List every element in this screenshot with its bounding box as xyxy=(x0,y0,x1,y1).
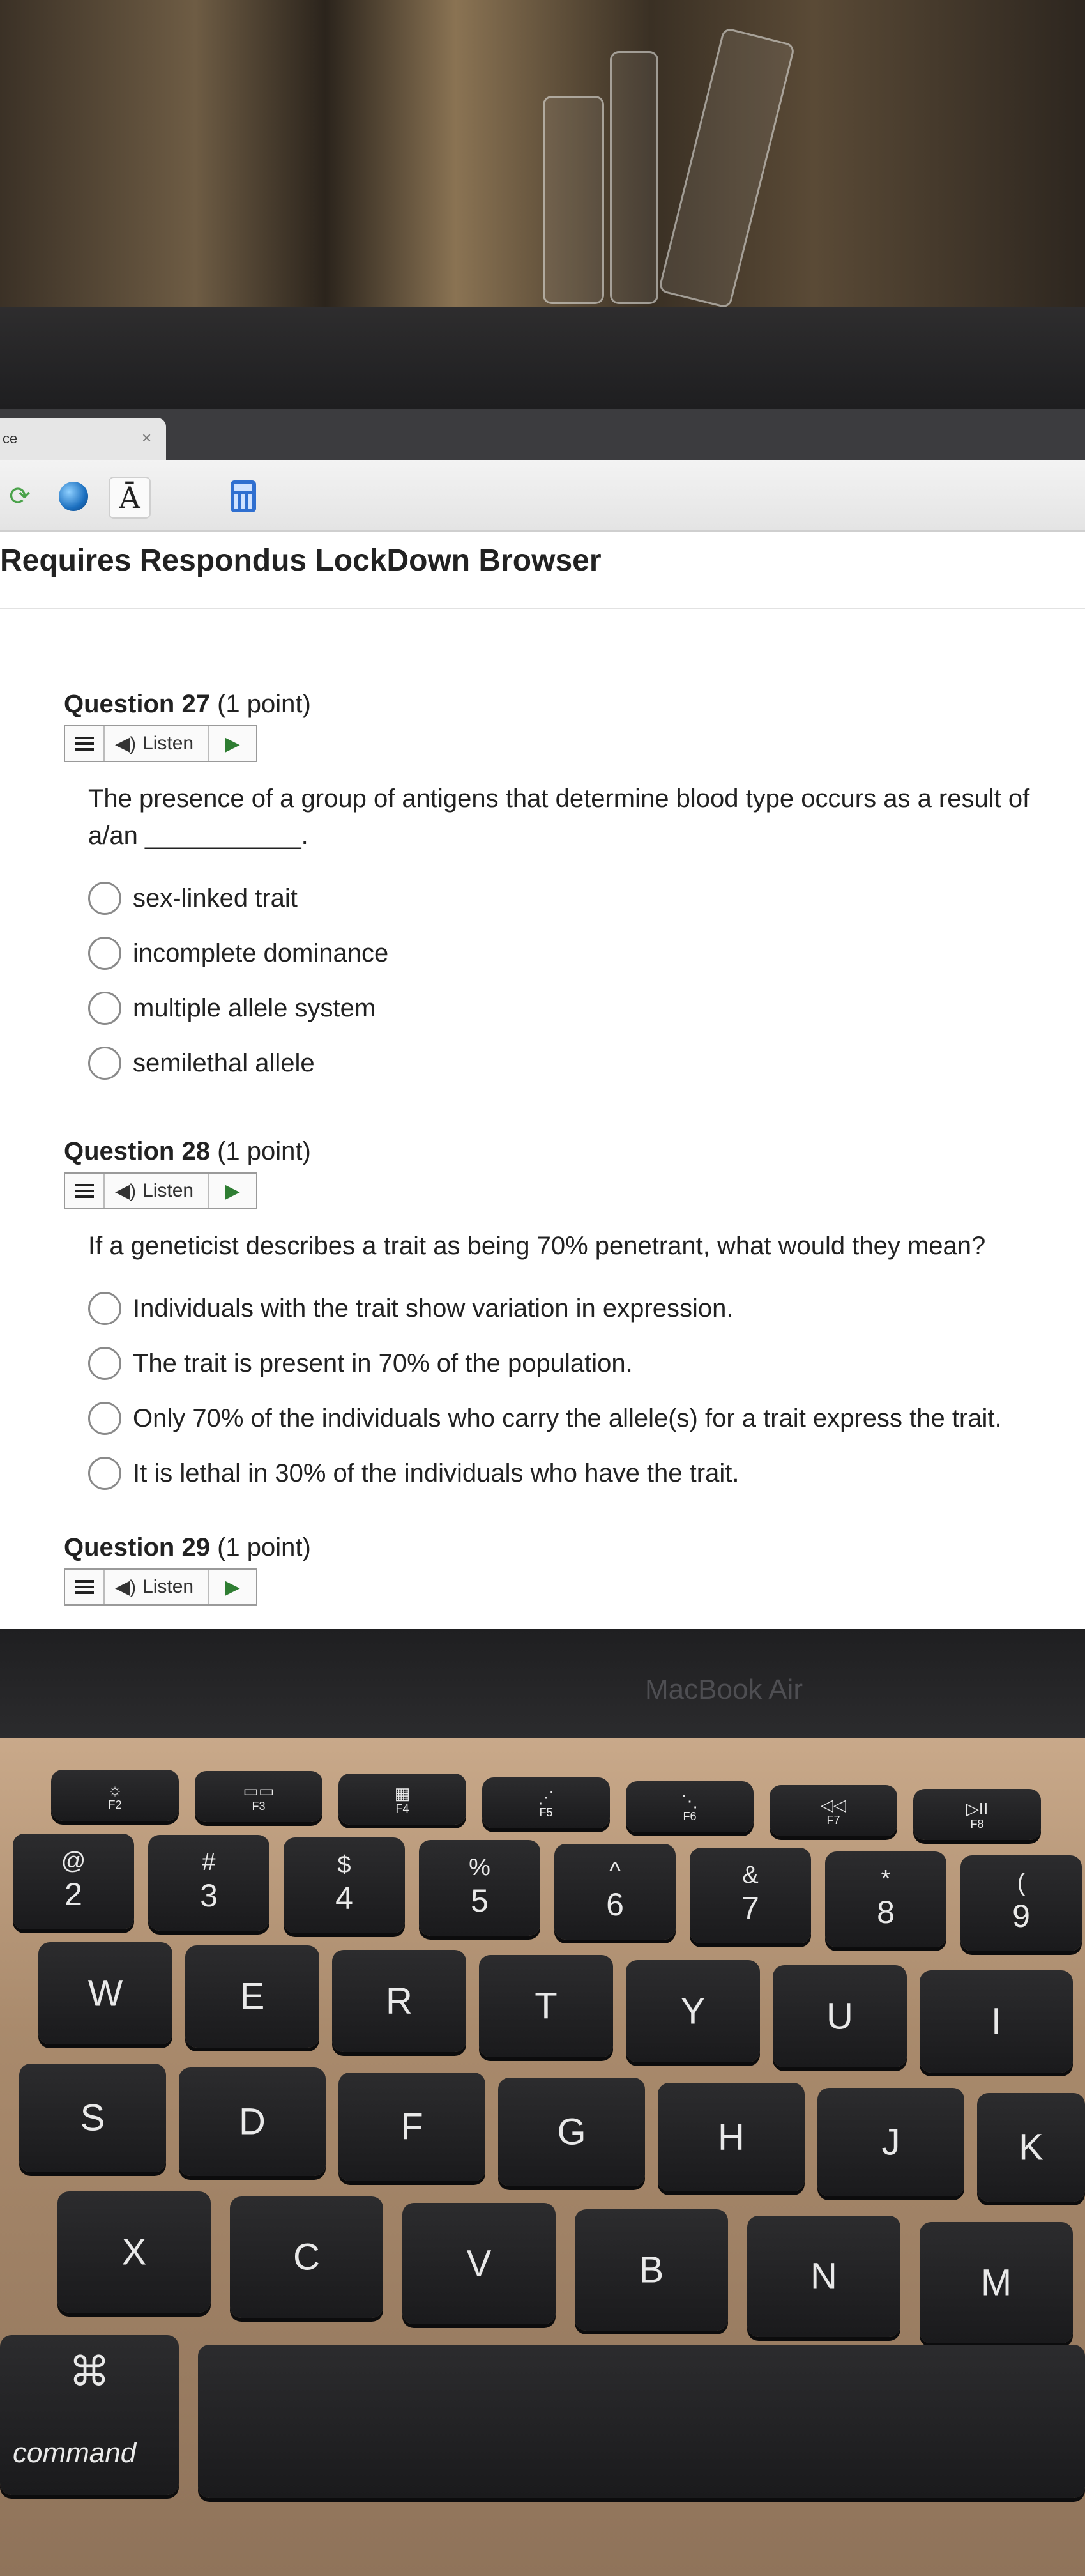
question-text: If a geneticist describes a trait as being 70% penetrant, what would they mean? xyxy=(88,1232,986,1260)
menu-icon[interactable] xyxy=(65,726,105,761)
refresh-icon[interactable]: ⟳ xyxy=(9,482,31,510)
key-x[interactable] xyxy=(57,2191,211,2313)
question-number: Question 27 xyxy=(64,690,210,718)
key-letter: Y xyxy=(680,1990,706,2032)
key-letter: M xyxy=(980,2262,1012,2304)
key-number: 2 xyxy=(64,1876,82,1912)
radio-button[interactable] xyxy=(88,1046,121,1080)
key-symbol: ^ xyxy=(609,1858,621,1885)
answer-option[interactable] xyxy=(88,871,1084,926)
key-i[interactable] xyxy=(920,1970,1073,2073)
key-number: 3 xyxy=(200,1878,218,1913)
answer-option[interactable] xyxy=(88,926,1084,981)
key-9[interactable] xyxy=(960,1855,1082,1951)
key-number: 6 xyxy=(606,1887,624,1922)
key-symbol: ( xyxy=(1017,1869,1026,1896)
globe-icon[interactable] xyxy=(54,477,93,516)
key-symbol: % xyxy=(469,1854,490,1881)
glass-decoration xyxy=(610,51,658,304)
key-e[interactable] xyxy=(185,1945,319,2048)
keyboard-backlight-up-icon: ⋱ xyxy=(681,1791,698,1811)
glass-decoration xyxy=(543,96,604,304)
speaker-icon: ◀) xyxy=(115,1180,137,1202)
browser-window xyxy=(0,409,1085,1629)
key-letter: J xyxy=(881,2121,900,2163)
option-label: incomplete dominance xyxy=(133,939,389,967)
readspeaker-toolbar xyxy=(64,1172,257,1209)
command-icon: ⌘ xyxy=(69,2349,110,2395)
key-number: 5 xyxy=(471,1883,489,1919)
divider xyxy=(0,608,1085,610)
key-label: F7 xyxy=(826,1814,840,1827)
option-label: semilethal allele xyxy=(133,1048,315,1077)
key-b[interactable] xyxy=(575,2209,728,2331)
key-6[interactable] xyxy=(554,1844,676,1940)
key-symbol: # xyxy=(202,1849,216,1876)
key-letter: H xyxy=(718,2116,745,2158)
key-h[interactable] xyxy=(658,2083,805,2191)
key-symbol: $ xyxy=(337,1851,351,1878)
play-icon[interactable]: ▶ xyxy=(225,1180,240,1202)
key-n[interactable] xyxy=(747,2216,900,2337)
answer-option[interactable] xyxy=(88,1446,1084,1501)
listen-button[interactable] xyxy=(105,1174,209,1208)
keyboard-deck xyxy=(0,1738,1085,2576)
answer-option[interactable] xyxy=(88,1336,1084,1391)
key-letter: G xyxy=(557,2111,586,2153)
key-f[interactable] xyxy=(338,2073,485,2181)
calculator-icon[interactable] xyxy=(224,477,263,516)
question-27 xyxy=(64,690,1084,1091)
screen-bezel-bottom xyxy=(0,1629,1085,1738)
question-28 xyxy=(64,1137,1084,1501)
glass-decoration xyxy=(658,27,796,309)
rewind-icon: ◁◁ xyxy=(821,1795,846,1814)
option-label: It is lethal in 30% of the individuals who have the trait. xyxy=(133,1459,740,1487)
radio-button[interactable] xyxy=(88,1292,121,1325)
radio-button[interactable] xyxy=(88,1347,121,1380)
menu-icon[interactable] xyxy=(65,1174,105,1208)
option-label: multiple allele system xyxy=(133,993,376,1022)
key-5[interactable] xyxy=(419,1840,540,1936)
key-number: 4 xyxy=(335,1880,353,1916)
key-letter: U xyxy=(826,1995,853,2037)
key-f2[interactable] xyxy=(51,1770,179,1821)
key-number: 9 xyxy=(1012,1898,1030,1934)
screen-bezel-top xyxy=(0,307,1085,409)
browser-tab[interactable] xyxy=(0,418,166,460)
key-f4[interactable] xyxy=(338,1774,466,1825)
radio-button[interactable] xyxy=(88,882,121,915)
key-f3[interactable] xyxy=(195,1771,322,1822)
key-letter: E xyxy=(239,1975,265,2018)
key-letter: W xyxy=(87,1972,123,2014)
option-label: The trait is present in 70% of the population. xyxy=(133,1349,633,1377)
speaker-icon: ◀) xyxy=(115,1576,137,1598)
key-label: F6 xyxy=(683,1810,697,1823)
play-icon[interactable]: ▶ xyxy=(225,1576,240,1598)
radio-button[interactable] xyxy=(88,1457,121,1490)
key-8[interactable] xyxy=(825,1851,946,1947)
key-symbol: @ xyxy=(61,1848,86,1874)
key-letter: R xyxy=(386,1980,413,2022)
background-room xyxy=(0,0,1085,307)
key-u[interactable] xyxy=(773,1965,907,2067)
readspeaker-toolbar xyxy=(64,1568,257,1606)
mission-control-icon: ▭▭ xyxy=(243,1781,275,1800)
key-label: F3 xyxy=(252,1800,266,1813)
key-f5[interactable] xyxy=(482,1777,610,1828)
play-pause-icon: ▷II xyxy=(966,1799,989,1818)
keyboard-backlight-down-icon: ⋰ xyxy=(538,1788,554,1807)
key-f7[interactable] xyxy=(770,1785,897,1836)
key-label: F4 xyxy=(395,1802,409,1815)
key-s[interactable] xyxy=(19,2064,166,2172)
radio-button[interactable] xyxy=(88,937,121,970)
key-letter: I xyxy=(990,2000,1002,2043)
question-title xyxy=(64,1137,1084,1166)
key-f8[interactable] xyxy=(913,1789,1041,1840)
answer-option[interactable] xyxy=(88,1281,1084,1336)
key-3[interactable] xyxy=(148,1835,269,1931)
question-points: (1 point) xyxy=(217,1137,311,1165)
answer-options xyxy=(88,1281,1084,1501)
listen-label: Listen xyxy=(142,1180,194,1201)
key-c[interactable] xyxy=(230,2196,383,2318)
question-title xyxy=(64,1533,311,1562)
key-letter: K xyxy=(1019,2126,1043,2168)
key-label: F8 xyxy=(970,1818,984,1830)
key-label: F2 xyxy=(108,1798,122,1811)
option-label: sex-linked trait xyxy=(133,884,298,912)
key-letter: X xyxy=(121,2231,147,2273)
readspeaker-toolbar xyxy=(64,725,257,762)
key-letter: F xyxy=(400,2106,423,2148)
key-y[interactable] xyxy=(626,1960,760,2062)
lockdown-toolbar xyxy=(0,460,1085,532)
key-j[interactable] xyxy=(817,2088,964,2196)
page-title: Requires Respondus LockDown Browser xyxy=(0,544,602,578)
key-letter: B xyxy=(639,2249,664,2291)
brightness-up-icon: ☼ xyxy=(107,1780,123,1799)
key-2[interactable] xyxy=(13,1834,134,1929)
key-label: F5 xyxy=(539,1806,553,1819)
question-title xyxy=(64,690,1084,719)
key-number: 8 xyxy=(877,1894,895,1930)
key-space[interactable] xyxy=(198,2345,1085,2498)
key-letter: T xyxy=(535,1985,558,2027)
key-f6[interactable] xyxy=(626,1781,754,1832)
special-characters-icon[interactable]: Ā xyxy=(109,477,151,519)
question-points: (1 point) xyxy=(217,1533,311,1561)
answer-option[interactable] xyxy=(88,981,1084,1036)
launchpad-icon: ▦ xyxy=(394,1784,411,1803)
key-m[interactable] xyxy=(920,2222,1073,2343)
key-label: command xyxy=(13,2437,137,2469)
listen-button[interactable] xyxy=(105,1570,209,1604)
radio-button[interactable] xyxy=(88,1402,121,1435)
answer-option[interactable] xyxy=(88,1391,1084,1446)
key-7[interactable] xyxy=(690,1848,811,1943)
key-letter: S xyxy=(80,2097,105,2139)
key-d[interactable] xyxy=(179,2067,326,2176)
key-r[interactable] xyxy=(332,1950,466,2052)
question-points: (1 point) xyxy=(217,690,311,718)
key-4[interactable] xyxy=(284,1837,405,1933)
play-icon[interactable]: ▶ xyxy=(225,733,240,755)
key-letter: N xyxy=(810,2255,837,2297)
key-symbol: * xyxy=(881,1866,891,1892)
option-label: Individuals with the trait show variation in expression. xyxy=(133,1294,734,1322)
laptop-brand: MacBook Air xyxy=(645,1674,803,1705)
key-t[interactable] xyxy=(479,1955,613,2057)
listen-label: Listen xyxy=(142,1576,194,1597)
question-number: Question 29 xyxy=(64,1533,210,1561)
key-v[interactable] xyxy=(402,2203,556,2324)
option-label: Only 70% of the individuals who carry the allele(s) for a trait express the trait. xyxy=(133,1404,1002,1432)
tab-close-icon[interactable]: × xyxy=(142,428,152,447)
tab-label: ce xyxy=(3,431,18,447)
answer-options xyxy=(88,871,1084,1091)
menu-icon[interactable] xyxy=(65,1570,105,1604)
listen-label: Listen xyxy=(142,733,194,754)
key-w[interactable] xyxy=(38,1942,172,2044)
question-29 xyxy=(64,1533,311,1606)
question-text: The presence of a group of antigens that determine blood type occurs as a result of a/an ___________. xyxy=(88,785,1030,850)
answer-option[interactable] xyxy=(88,1036,1084,1091)
key-command[interactable] xyxy=(0,2335,179,2495)
key-g[interactable] xyxy=(498,2078,645,2186)
radio-button[interactable] xyxy=(88,992,121,1025)
key-symbol: & xyxy=(742,1862,759,1889)
key-letter: D xyxy=(239,2101,266,2143)
tab-bar xyxy=(0,409,1085,460)
listen-button[interactable] xyxy=(105,726,209,761)
key-letter: C xyxy=(293,2236,320,2278)
key-k[interactable] xyxy=(977,2093,1085,2202)
question-number: Question 28 xyxy=(64,1137,210,1165)
key-letter: V xyxy=(466,2242,492,2285)
key-number: 7 xyxy=(741,1890,759,1926)
speaker-icon: ◀) xyxy=(115,733,137,755)
